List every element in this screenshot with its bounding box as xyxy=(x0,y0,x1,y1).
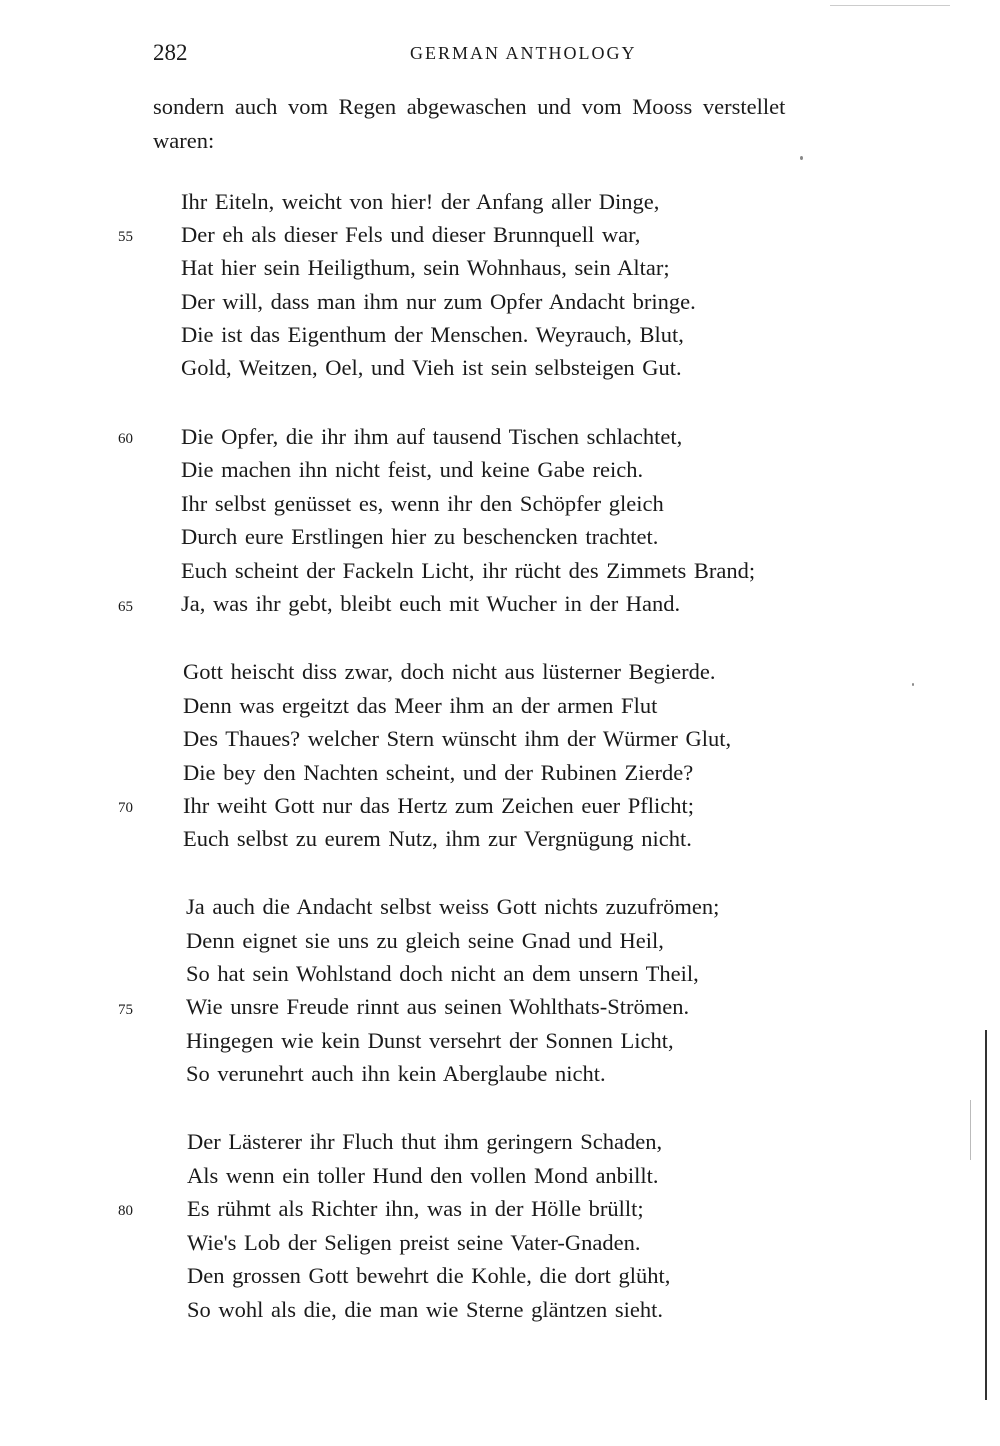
intro-paragraph xyxy=(153,90,943,158)
verse-line: Der eh als dieser Fels und dieser Brunnquell war, xyxy=(181,222,641,247)
verse-line: Den grossen Gott bewehrt die Kohle, die dort glüht, xyxy=(187,1263,671,1288)
verse-line: Ja, was ihr gebt, bleibt euch mit Wucher in der Hand. xyxy=(181,591,681,616)
line-number: 55 xyxy=(118,229,133,245)
line-number: 65 xyxy=(118,599,133,615)
verse-line: Wie's Lob der Seligen preist seine Vater-Gnaden. xyxy=(187,1230,641,1255)
verse-line: Gott heischt diss zwar, doch nicht aus lüsterner Begierde. xyxy=(183,659,716,684)
line-number: 60 xyxy=(118,431,133,447)
verse-line: Durch eure Erstlingen hier zu beschencken trachtet. xyxy=(181,524,659,549)
verse-line: Hat hier sein Heiligthum, sein Wohnhaus, sein Altar; xyxy=(181,255,670,280)
verse-line: Euch selbst zu eurem Nutz, ihm zur Vergnügung nicht. xyxy=(183,826,692,851)
verse-line: Die ist das Eigenthum der Menschen. Weyrauch, Blut, xyxy=(181,322,684,347)
verse-line: Euch scheint der Fackeln Licht, ihr rücht des Zimmets Brand; xyxy=(181,558,756,583)
ink-speck xyxy=(912,683,914,686)
scan-edge-mark xyxy=(830,5,950,6)
intro-line: waren: xyxy=(153,128,215,153)
line-number: 75 xyxy=(118,1002,133,1018)
verse-line: Denn was ergeitzt das Meer ihm an der armen Flut xyxy=(183,693,658,718)
verse-line: So hat sein Wohlstand doch nicht an dem unsern Theil, xyxy=(186,961,699,986)
page-number: 282 xyxy=(153,40,188,65)
scan-edge-mark xyxy=(970,1100,971,1160)
line-number: 70 xyxy=(118,800,133,816)
verse-line: Ja auch die Andacht selbst weiss Gott nichts zuzufrömen; xyxy=(186,894,720,919)
verse-line: So wohl als die, die man wie Sterne gläntzen sieht. xyxy=(187,1297,664,1322)
verse-line: Ihr selbst genüsset es, wenn ihr den Schöpfer gleich xyxy=(181,491,664,516)
ink-speck xyxy=(800,156,803,160)
verse-line: So verunehrt auch ihn kein Aberglaube nicht. xyxy=(186,1061,606,1086)
verse-line: Als wenn ein toller Hund den vollen Mond anbillt. xyxy=(187,1163,659,1188)
verse-line: Die machen ihn nicht feist, und keine Gabe reich. xyxy=(181,457,644,482)
verse-line: Hingegen wie kein Dunst versehrt der Sonnen Licht, xyxy=(186,1028,674,1053)
verse-line: Es rühmt als Richter ihn, was in der Hölle brüllt; xyxy=(187,1196,644,1221)
line-number: 80 xyxy=(118,1203,133,1219)
verse-line: Gold, Weitzen, Oel, und Vieh ist sein selbsteigen Gut. xyxy=(181,355,682,380)
intro-line: sondern auch vom Regen abgewaschen und vom Mooss verstellet xyxy=(153,94,786,119)
verse-line: Denn eignet sie uns zu gleich seine Gnad und Heil, xyxy=(186,928,664,953)
verse-line: Die bey den Nachten scheint, und der Rubinen Zierde? xyxy=(183,760,694,785)
verse-line: Ihr Eiteln, weicht von hier! der Anfang aller Dinge, xyxy=(181,189,660,214)
verse-line: Des Thaues? welcher Stern wünscht ihm der Würmer Glut, xyxy=(183,726,732,751)
verse-line: Wie unsre Freude rinnt aus seinen Wohlthats-Strömen. xyxy=(186,994,690,1019)
scan-edge-mark xyxy=(985,1030,987,1400)
verse-line: Ihr weiht Gott nur das Hertz zum Zeichen euer Pflicht; xyxy=(183,793,694,818)
verse-line: Die Opfer, die ihr ihm auf tausend Tischen schlachtet, xyxy=(181,424,683,449)
verse-line: Der will, dass man ihm nur zum Opfer Andacht bringe. xyxy=(181,289,696,314)
running-title: GERMAN ANTHOLOGY xyxy=(410,43,637,63)
verse-line: Der Lästerer ihr Fluch thut ihm geringern Schaden, xyxy=(187,1129,663,1154)
